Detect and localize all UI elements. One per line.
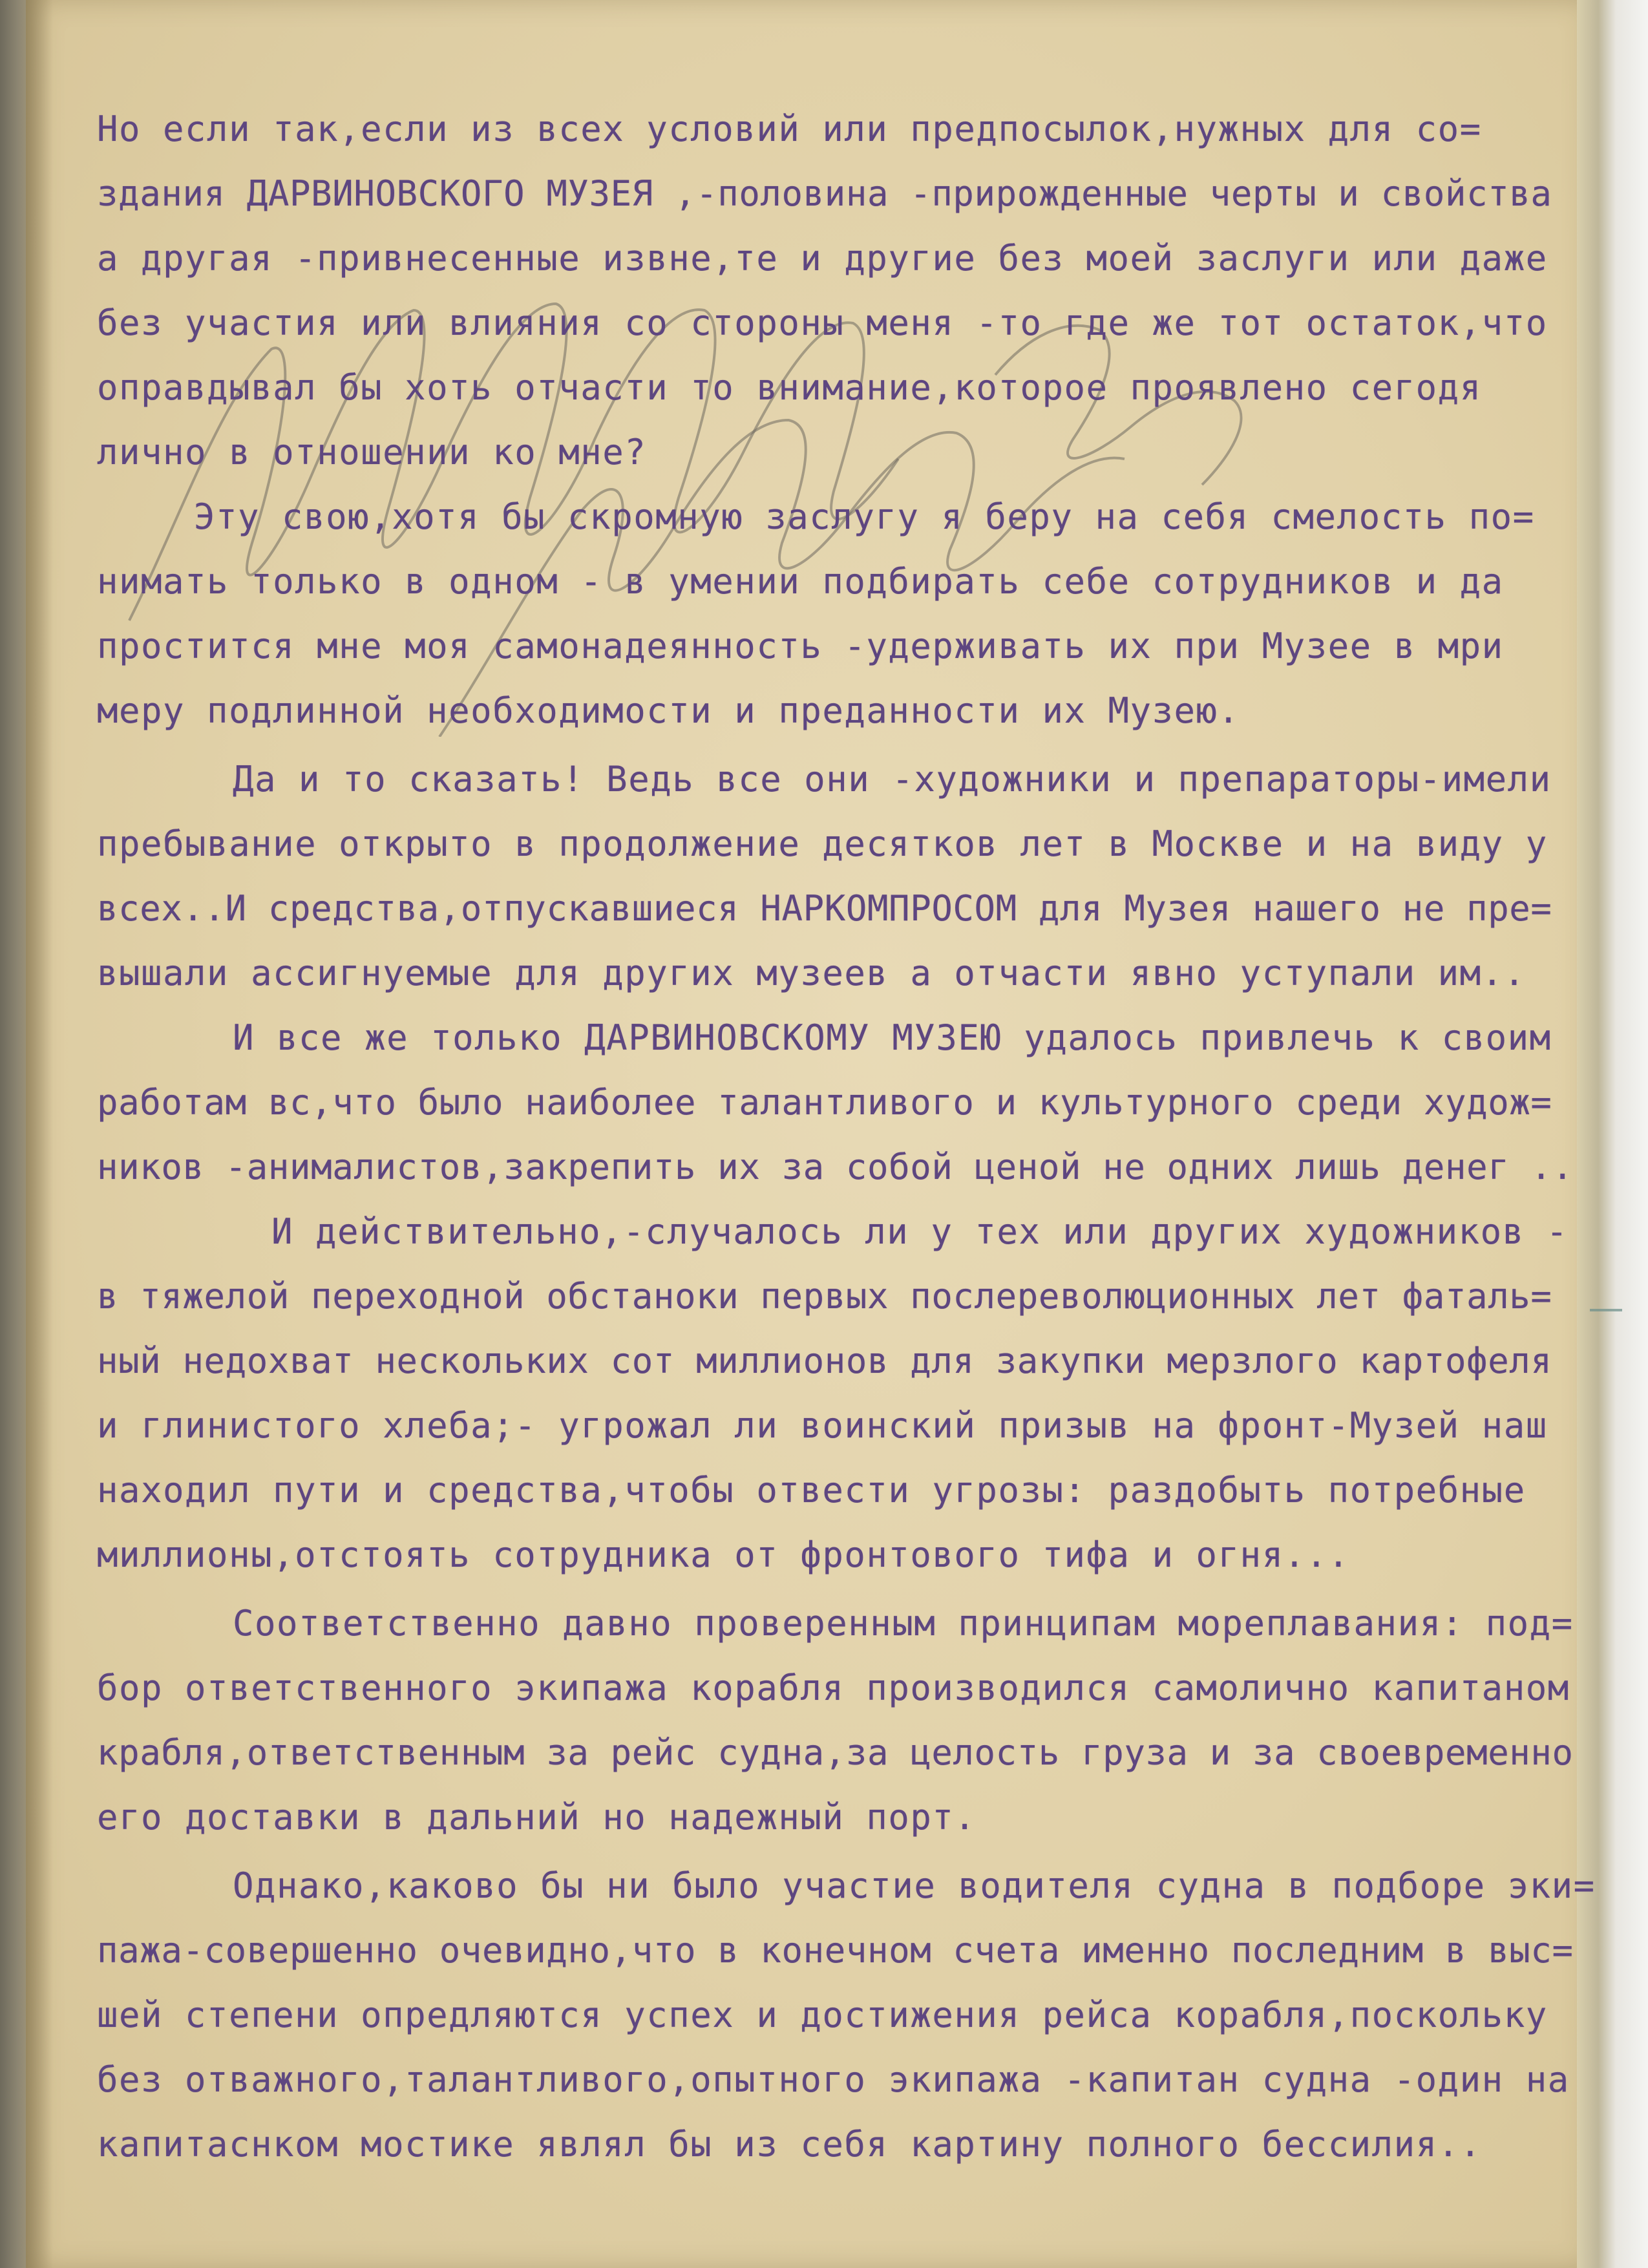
text-line: а другая -привнесенные извне,те и другие без моей заслуги или даже [97,238,1548,279]
text-line: И действительно,-случалось ли у тех или других художников - [271,1211,1569,1252]
text-line: в тяжелой переходной обстаноки первых послереволюционных лет фаталь= [97,1276,1552,1317]
text-line: крабля,ответственным за рейс судна,за целость груза и за своевременно [97,1732,1574,1773]
text-line: И все же только ДАРВИНОВСКОМУ МУЗЕЮ удалось привлечь к своим [233,1017,1552,1058]
margin-mark [1590,1309,1622,1311]
text-line: работам вс,что было наиболее талантливого и культурного среди худож= [97,1082,1552,1123]
text-line: без участия или влияния со стороны меня -то где же тот остаток,что [97,302,1548,343]
text-line: ный недохват нескольких сот миллионов для закупки мерзлого картофеля [97,1341,1552,1381]
text-line: без отважного,талантливого,опытного экипажа -капитан судна -один на [97,2059,1570,2100]
text-line: оправдывал бы хоть отчасти то внимание,которое проявлено сегодя [97,367,1482,408]
text-line: вышали ассигнуемые для других музеев а отчасти явно уступали им.. [97,953,1526,993]
text-line: Соответственно давно проверенным принципам мореплавания: под= [233,1603,1574,1644]
text-line: ников -анималистов,закрепить их за собой ценой не одних лишь денег .. [97,1147,1574,1187]
text-line: бор ответственного экипажа корабля производился самолично капитаном [97,1668,1570,1708]
text-line: меру подлинной необходимости и преданности их Музею. [97,690,1240,731]
text-line: капитаснком мостике являл бы из себя картину полного бессилия.. [97,2124,1482,2165]
text-line: простится мне моя самонадеянность -удерживать их при Музее в мри [97,626,1504,666]
text-line: его доставки в дальний но надежный порт. [97,1797,977,1838]
text-line: пажа-совершенно очевидно,что в конечном счета именно последним в выс= [97,1930,1574,1971]
text-line: Но если так,если из всех условий или предпосылок,нужных для со= [97,109,1482,149]
text-line: здания ДАРВИНОВСКОГО МУЗЕЯ ,-половина -прирожденные черты и свойства [97,173,1552,214]
text-line: Однако,каково бы ни было участие водителя судна в подборе эки= [233,1865,1596,1906]
text-line: Эту свою,хотя бы скромную заслугу я беру на себя смелость по= [194,496,1535,537]
page-fold-shadow [26,0,53,2268]
text-line: шей степени опредляются успех и достижения рейса корабля,поскольку [97,1995,1548,2035]
text-line: всех..И средства,отпускавшиеся НАРКОМПРОСОМ для Музея нашего не пре= [97,888,1552,929]
typed-text-body [97,97,1596,2177]
text-line: находил пути и средства,чтобы отвести угрозы: раздобыть потребные [97,1470,1526,1510]
text-line: нимать только в одном - в умении подбирать себе сотрудников и да [97,561,1504,602]
text-line: миллионы,отстоять сотрудника от фронтового тифа и огня... [97,1534,1350,1575]
scan-background-right [1577,0,1648,2268]
text-line: пребывание открыто в продолжение десятков лет в Москве и на виду у [97,823,1548,864]
text-line: и глинистого хлеба;- угрожал ли воинский призыв на фронт-Музей наш [97,1405,1548,1446]
text-line: лично в отношении ко мне? [97,432,647,472]
text-line: Да и то сказать! Ведь все они -художники и препараторы-имели [233,759,1552,800]
